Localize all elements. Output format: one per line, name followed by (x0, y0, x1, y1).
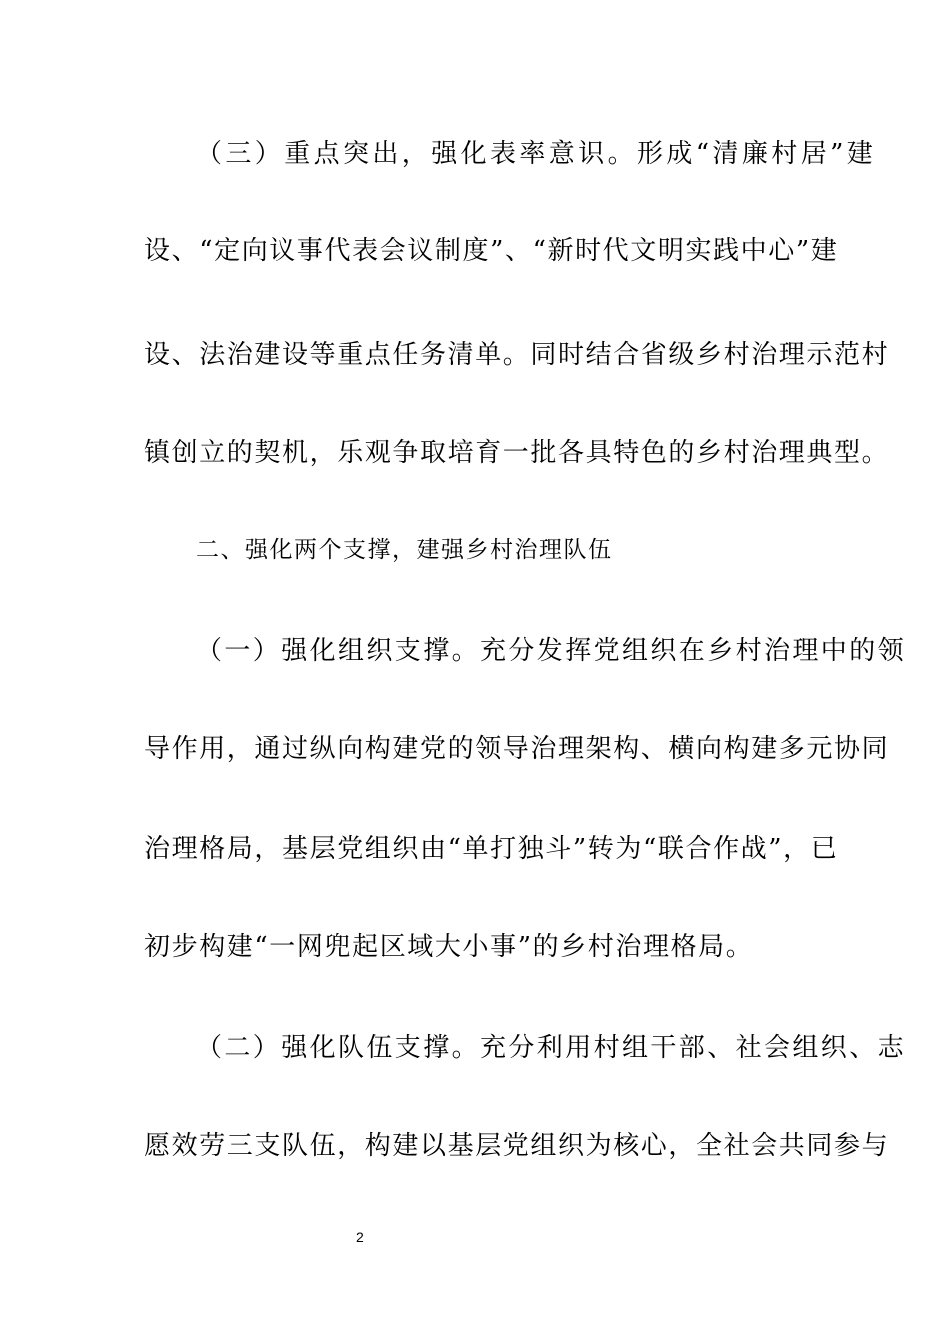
paragraph-line: 设、法治建设等重点任务清单。同时结合省级乡村治理示范村 (144, 340, 890, 370)
paragraph-line: 治理格局，基层党组织由“单打独斗”转为“联合作战”，已 (144, 834, 839, 864)
paragraph-line: 导作用，通过纵向构建党的领导治理架构、横向构建多元协同 (144, 734, 890, 764)
paragraph-line: 设、“定向议事代表会议制度”、“新时代文明实践中心”建 (144, 236, 839, 266)
paragraph-line: 镇创立的契机，乐观争取培育一批各具特色的乡村治理典型。 (144, 438, 890, 468)
paragraph-line: 愿效劳三支队伍，构建以基层党组织为核心，全社会共同参与 (144, 1131, 890, 1161)
paragraph-line: （一）强化组织支撑。充分发挥党组织在乡村治理中的领 (196, 636, 907, 666)
paragraph-line: （三）重点突出，强化表率意识。形成“清廉村居”建 (196, 139, 877, 169)
paragraph-line: 初步构建“一网兜起区域大小事”的乡村治理格局。 (144, 932, 754, 962)
section-heading: 二、强化两个支撑，建强乡村治理队伍 (196, 537, 613, 563)
paragraph-line: （二）强化队伍支撑。充分利用村组干部、社会组织、志 (196, 1033, 907, 1063)
page-number: 2 (356, 1229, 364, 1245)
